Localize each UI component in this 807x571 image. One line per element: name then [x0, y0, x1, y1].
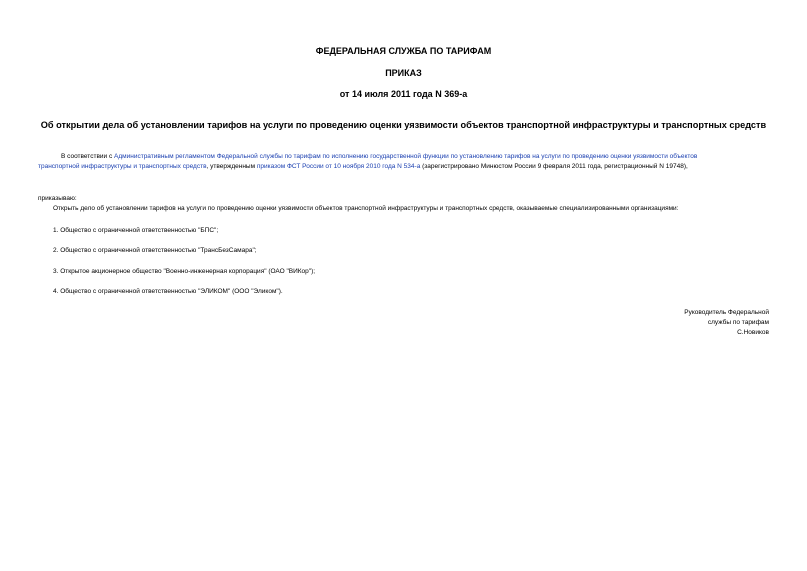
preamble-line-2: [38, 161, 688, 172]
list-item: 4. Общество с ограниченной ответственностью "ЭЛИКОМ" (ООО "Эликом").: [53, 288, 283, 295]
agency-name: ФЕДЕРАЛЬНАЯ СЛУЖБА ПО ТАРИФАМ: [315, 46, 492, 56]
instruction-text: Открыть дело об установлении тарифов на услуги по проведению оценки уязвимости объектов транспортной инфраструктуры и транспортных средств, оказываемые специализированными организациями:: [53, 205, 679, 212]
list-item: 2. Общество с ограниченной ответственностью "ТрансБезСамара";: [53, 247, 257, 254]
list-item: 1. Общество с ограниченной ответственностью "БПС";: [53, 227, 219, 234]
document-type: ПРИКАЗ: [385, 68, 422, 78]
preamble-mid: , утвержденным: [206, 163, 257, 170]
signature-name: С.Новиков: [737, 329, 769, 336]
preamble-suffix: (зарегистрировано Минюстом России 9 февраля 2011 года, регистрационный N 19748),: [420, 163, 688, 170]
preamble-prefix: В соответствии с: [61, 153, 115, 160]
regulation-link-cont[interactable]: транспортной инфраструктуры и транспортных средств: [38, 163, 207, 170]
regulation-link[interactable]: Административным регламентом Федеральной службы по тарифам по исполнению государственной функции по установлению тарифов на услуги по проведению оценки уязвимости объектов: [114, 153, 698, 160]
document-title: Об открытии дела об установлении тарифов на услуги по проведению оценки уязвимости объектов транспортной инфраструктуры и транспортных средств: [40, 120, 767, 130]
document-date-number: от 14 июля 2011 года N 369-а: [339, 89, 468, 99]
signature-title-line-2: службы по тарифам: [707, 319, 769, 326]
signature-title-line-1: Руководитель Федеральной: [684, 309, 769, 316]
order-word: приказываю:: [38, 195, 77, 202]
order-534-link[interactable]: приказом ФСТ России от 10 ноября 2010 года N 534-а: [256, 163, 421, 170]
list-item: 3. Открытое акционерное общество "Военно-инженерная корпорация" (ОАО "ВИКор");: [53, 268, 316, 275]
